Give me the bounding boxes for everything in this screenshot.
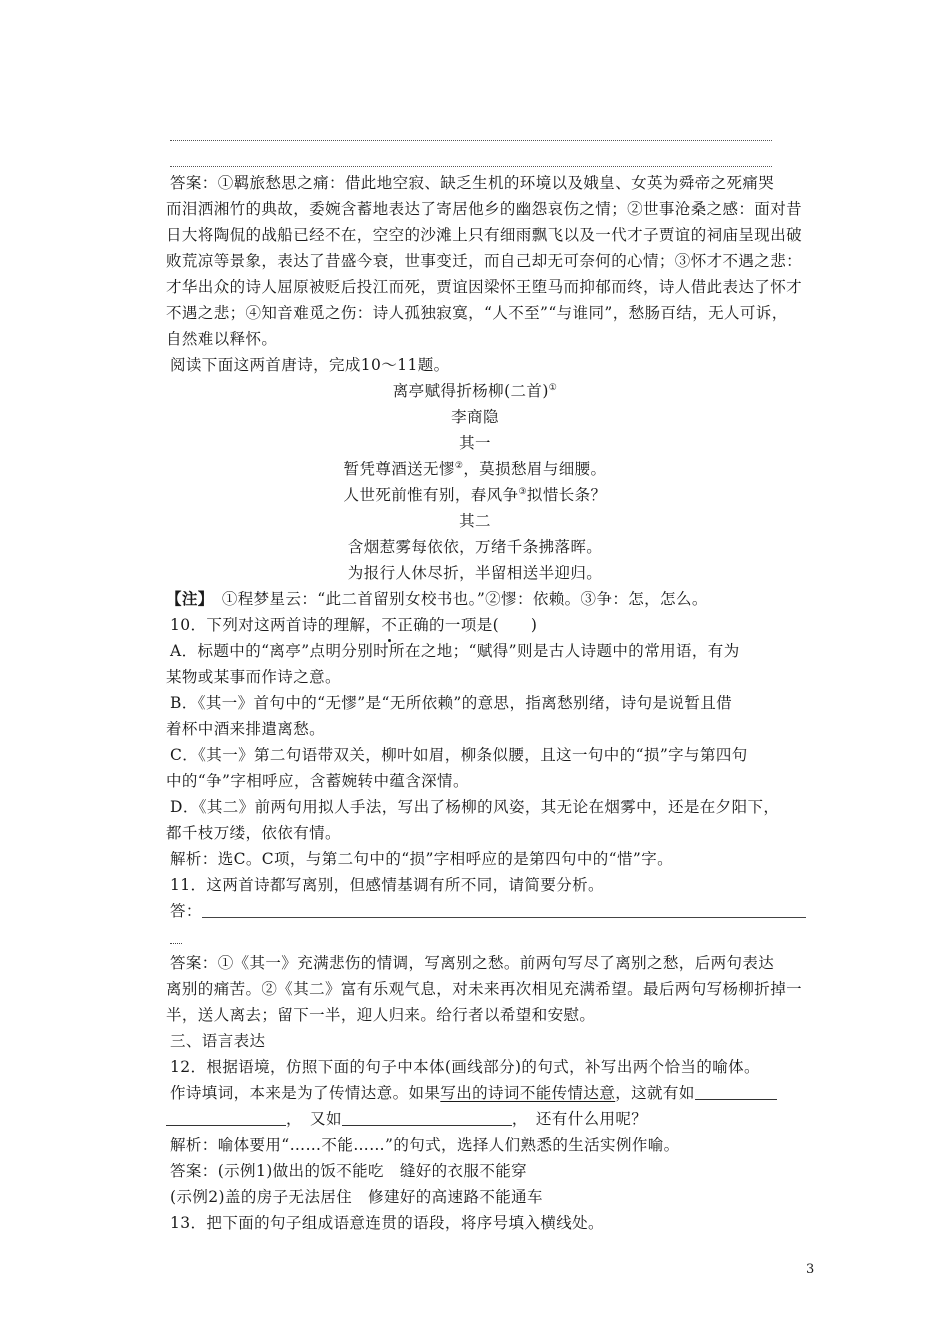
poem-line: 为报行人休尽折，半留相送半迎归。 bbox=[347, 564, 603, 582]
option-a: 某物或某事而作诗之意。 bbox=[166, 668, 341, 686]
poem-title: 离亭赋得折杨柳(二首)① bbox=[392, 382, 558, 400]
question-11-answer: 答案：①《其一》充满悲伤的情调，写离别之愁。前两句写尽了离别之愁，后两句表达 bbox=[170, 954, 775, 972]
question-12-answer: (示例2)盖的房子无法居住 修建好的高速路不能通车 bbox=[170, 1188, 543, 1206]
poem-author: 李商隐 bbox=[451, 408, 499, 426]
underlined-phrase: 写出的诗词不能传情达意 bbox=[440, 1084, 616, 1102]
answer-text: 不遇之悲；④知音难觅之伤：诗人孤独寂寞，“人不至”“与谁同”，愁肠百结，无人可诉， bbox=[166, 304, 788, 322]
answer-dotted-line bbox=[170, 140, 772, 141]
question-13-stem: 13．把下面的句子组成语意连贯的语段，将序号填入横线处。 bbox=[170, 1214, 604, 1232]
question-12-stem: 12．根据语境，仿照下面的句子中本体(画线部分)的句式，补写出两个恰当的喻体。 bbox=[170, 1058, 760, 1076]
option-b: 着杯中酒来排遣离愁。 bbox=[166, 720, 326, 738]
emphasis-char: 不 bbox=[381, 612, 397, 638]
answer-text: 而泪洒湘竹的典故，委婉含蓄地表达了寄居他乡的幽怨哀伤之情；②世事沧桑之感：面对昔 bbox=[166, 200, 803, 218]
question-11-answer: 离别的痛苦。②《其二》富有乐观气息，对未来再次相见充满希望。最后两句写杨柳折掉一 bbox=[166, 980, 803, 998]
reading-intro: 阅读下面这两首唐诗，完成10～11题。 bbox=[170, 356, 450, 374]
answer-text: 自然难以释怀。 bbox=[166, 330, 278, 348]
question-12-analysis: 解析：喻体要用“……不能……”的句式，选择人们熟悉的生活实例作喻。 bbox=[170, 1136, 680, 1154]
question-12-body: ， 又如 ， 还有什么用呢？ bbox=[166, 1106, 826, 1132]
answer-text: 才华出众的诗人屈原被贬后投江而死，贾谊因梁怀王堕马而抑郁而终，诗人借此表达了怀才 bbox=[166, 278, 803, 296]
answer-text: 答案：①羁旅愁思之痛：借此地空寂、缺乏生机的环境以及娥皇、女英为舜帝之死痛哭 bbox=[170, 174, 775, 192]
footnote-marker: ② bbox=[454, 460, 464, 471]
option-c: C．《其一》第二句语带双关，柳叶如眉，柳条似腰，且这一句中的“损”字与第四句 bbox=[170, 746, 748, 764]
answer-text: 日大将陶侃的战船已经不在，空空的沙滩上只有细雨飘飞以及一代才子贾谊的祠庙呈现出破 bbox=[166, 226, 803, 244]
question-12-answer: 答案：(示例1)做出的饭不能吃 缝好的衣服不能穿 bbox=[170, 1162, 528, 1180]
poem-line: 人世死前惟有别，春风争③拟惜长条？ bbox=[343, 486, 607, 504]
poem-part-heading: 其二 bbox=[459, 512, 491, 530]
question-10-analysis: 解析：选C。C项，与第二句中的“损”字相呼应的是第四句中的“惜”字。 bbox=[170, 850, 674, 868]
question-10-stem: 10．下列对这两首诗的理解，不正确的一项是( ) bbox=[170, 612, 830, 638]
question-12-body: 作诗填词，本来是为了传情达意。如果写出的诗词不能传情达意，这就有如 bbox=[170, 1080, 830, 1106]
page-number: 3 bbox=[806, 1262, 815, 1277]
poem-line: 含烟惹雾每依依，万绪千条拂落晖。 bbox=[347, 538, 603, 556]
section-heading: 三、语言表达 bbox=[170, 1032, 266, 1050]
note-label: 【注】 bbox=[166, 589, 206, 608]
question-11-stem: 11．这两首诗都写离别，但感情基调有所不同，请简要分析。 bbox=[170, 876, 604, 894]
footnote-marker: ③ bbox=[518, 486, 527, 497]
answer-text: 败荒凉等景象，表达了昔盛今衰，世事变迁，而自己却无可奈何的心情；③怀才不遇之悲： bbox=[166, 252, 803, 270]
answer-dotted-line bbox=[170, 166, 772, 167]
fill-blank[interactable] bbox=[342, 1109, 512, 1126]
option-c: 中的“争”字相呼应，含蓄婉转中蕴含深情。 bbox=[166, 772, 469, 790]
poem-notes: 【注】 ①程梦星云：“此二首留别女校书也。”②憀：依赖。③争：怎，怎么。 bbox=[166, 589, 708, 608]
poem-line: 暂凭尊酒送无憀②，莫损愁眉与细腰。 bbox=[343, 460, 607, 478]
option-d: D．《其二》前两句用拟人手法，写出了杨柳的风姿，其无论在烟雾中，还是在夕阳下， bbox=[170, 798, 780, 816]
option-d: 都千枝万缕，依依有情。 bbox=[166, 824, 341, 842]
fill-blank[interactable] bbox=[695, 1083, 777, 1100]
answer-label: 答： bbox=[170, 902, 202, 920]
answer-line[interactable] bbox=[202, 917, 806, 918]
fill-blank[interactable] bbox=[166, 1109, 286, 1126]
question-11-answer: 半，送人离去；留下一半，迎人归来。给行者以希望和安慰。 bbox=[166, 1006, 596, 1024]
answer-line[interactable] bbox=[170, 943, 182, 944]
footnote-marker: ① bbox=[548, 382, 558, 393]
poem-part-heading: 其一 bbox=[459, 434, 491, 452]
option-b: B．《其一》首句中的“无憀”是“无所依赖”的意思，指离愁别绪，诗句是说暂且借 bbox=[170, 694, 733, 712]
option-a: A．标题中的“离亭”点明分别时所在之地；“赋得”则是古人诗题中的常用语，有为 bbox=[170, 642, 740, 660]
